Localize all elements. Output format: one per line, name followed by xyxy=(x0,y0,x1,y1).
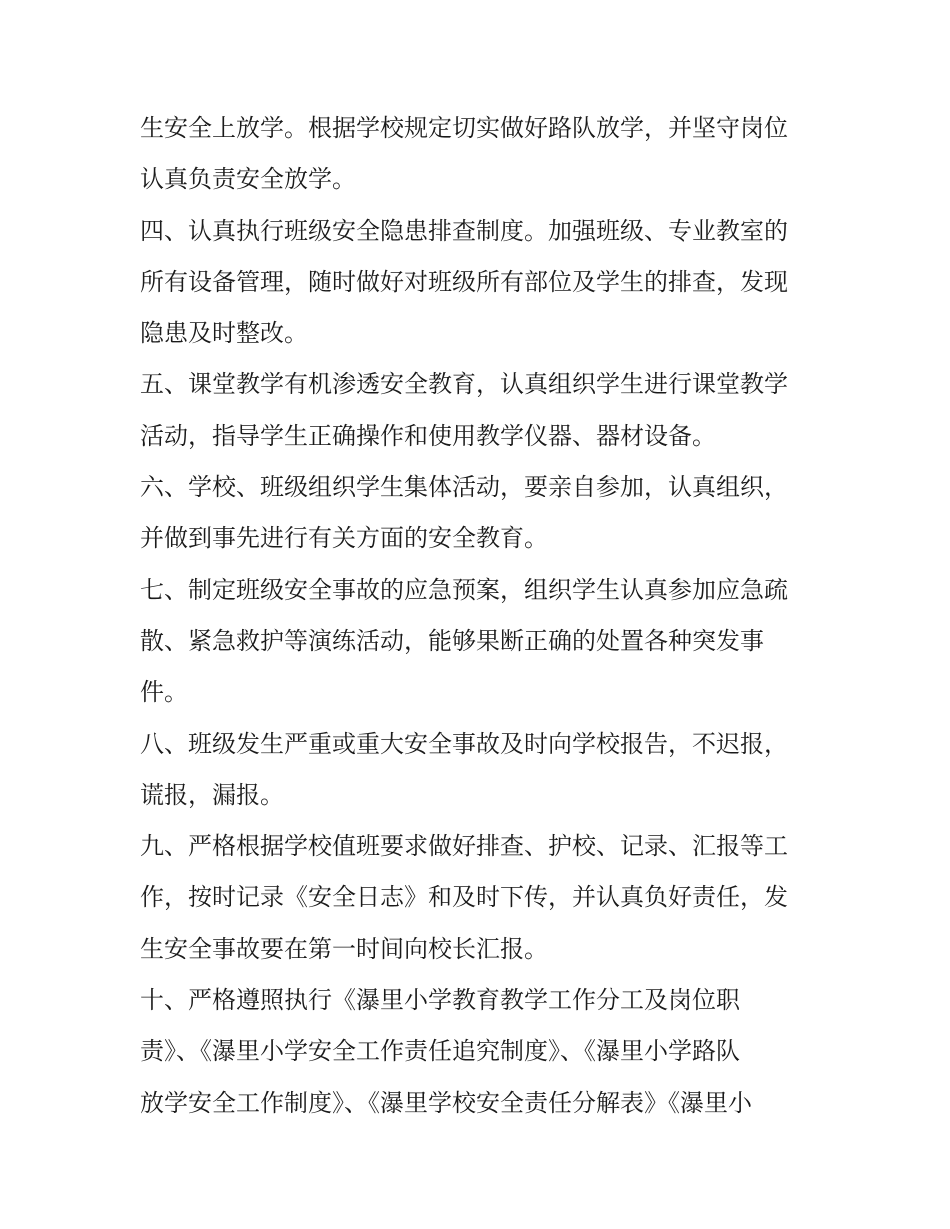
text-line-18: 十、严格遵照执行《瀑里小学教育教学工作分工及岗位职 xyxy=(140,986,740,1015)
text-line-12: 件。 xyxy=(140,678,188,707)
text-line-7: 活动，指导学生正确操作和使用教学仪器、器材设备。 xyxy=(140,421,716,450)
text-line-9: 并做到事先进行有关方面的安全教育。 xyxy=(140,524,548,553)
text-line-17: 生安全事故要在第一时间向校长汇报。 xyxy=(140,934,548,963)
text-line-3: 四、认真执行班级安全隐患排查制度。加强班级、专业教室的 xyxy=(140,216,788,245)
text-line-14: 谎报，漏报。 xyxy=(140,780,284,809)
text-line-1: 生安全上放学。根据学校规定切实做好路队放学，并坚守岗位 xyxy=(140,114,788,142)
text-line-10: 七、制定班级安全事故的应急预案，组织学生认真参加应急疏 xyxy=(140,575,788,604)
text-line-13: 八、班级发生严重或重大安全事故及时向学校报告，不迟报， xyxy=(140,729,788,758)
document-body xyxy=(140,103,830,1129)
text-line-4: 所有设备管理，随时做好对班级所有部位及学生的排查，发现 xyxy=(140,267,788,296)
text-line-11: 散、紧急救护等演练活动，能够果断正确的处置各种突发事 xyxy=(140,626,764,655)
text-line-19: 责》、《瀑里小学安全工作责任追究制度》、《瀑里小学路队 xyxy=(140,1037,740,1066)
text-line-15: 九、严格根据学校值班要求做好排查、护校、记录、汇报等工 xyxy=(140,832,788,861)
text-line-5: 隐患及时整改。 xyxy=(140,319,308,348)
text-line-20: 放学安全工作制度》、《瀑里学校安全责任分解表》《瀑里小 xyxy=(140,1088,752,1117)
text-line-2: 认真负责安全放学。 xyxy=(140,165,356,194)
text-line-16: 作，按时记录《安全日志》和及时下传，并认真负好责任，发 xyxy=(140,883,788,912)
text-line-8: 六、学校、班级组织学生集体活动，要亲自参加，认真组织， xyxy=(140,473,788,502)
text-line-6: 五、课堂教学有机渗透安全教育，认真组织学生进行课堂教学 xyxy=(140,370,788,399)
